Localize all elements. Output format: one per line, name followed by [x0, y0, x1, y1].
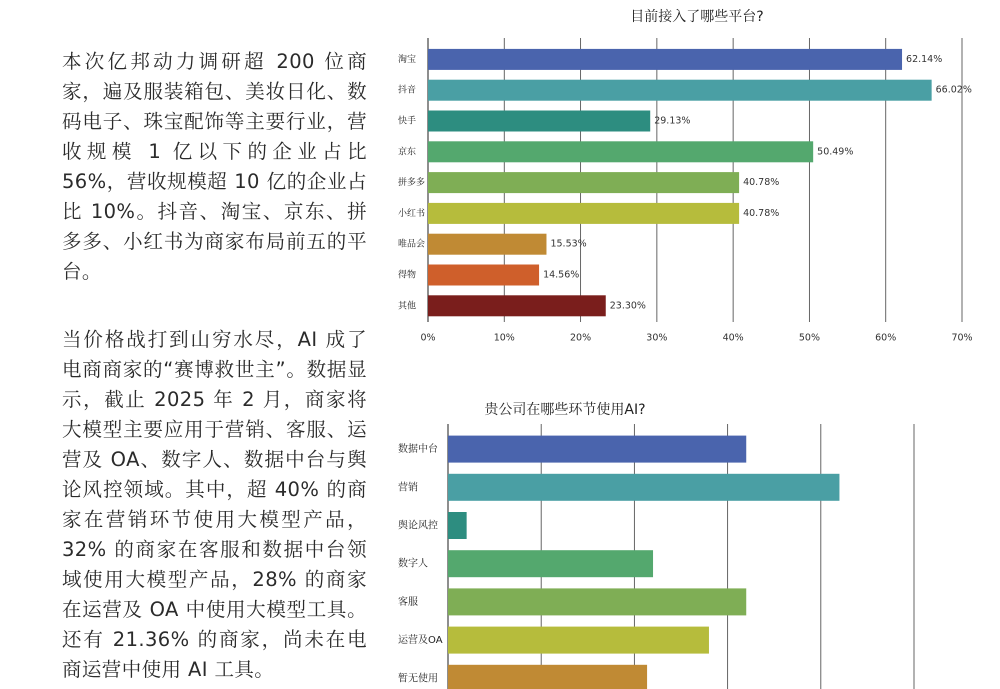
category-label: 其他 [398, 301, 417, 312]
category-label: 暂无使用 [398, 673, 438, 685]
category-label: 拼多多 [398, 178, 426, 189]
data-label: 23.30% [609, 300, 646, 312]
tick-label: 50% [798, 332, 820, 344]
category-label: 京东 [398, 147, 417, 158]
category-label: 抖音 [398, 85, 417, 96]
bar [448, 474, 839, 501]
bar [448, 550, 653, 577]
chart-title: 贵公司在哪些环节使用AI? [484, 402, 646, 418]
bar [448, 627, 709, 654]
bar [428, 80, 932, 101]
bar [428, 49, 902, 70]
tick-label: 60% [875, 332, 897, 344]
bar [428, 203, 739, 224]
category-label: 运营及OA [398, 635, 443, 647]
data-label: 50.49% [817, 146, 854, 158]
data-label: 62.14% [906, 53, 943, 65]
data-label: 40.78% [743, 177, 780, 189]
data-label: 14.56% [543, 269, 580, 281]
category-label: 数字人 [398, 558, 428, 570]
category-label: 唯品会 [398, 239, 426, 250]
tick-label: 40% [722, 332, 744, 344]
bar [428, 172, 739, 193]
bar [448, 665, 647, 689]
ai-usage-paragraph: 当价格战打到山穷水尽，AI 成了电商商家的“赛博救世主”。数据显示，截止 2025 年 2 月，商家将大模型主要应用于营销、客服、运营及 OA、数字人、数据中台与舆论风控领域。其中，超 40% 的商家在营销环节使用大模型产品，32% 的商家在客服和数据中台领域使用大模型产品，28% 的商家在运营及 OA 中使用大模型工具。还有 21.36% 的商家，尚未在电商运营中使用 AI 工具。 [62, 328, 367, 681]
bar [448, 588, 746, 615]
tick-label: 70% [951, 332, 973, 344]
category-label: 快手 [398, 116, 417, 127]
intro-paragraph: 本次亿邦动力调研超 200 位商家，遍及服装箱包、美妆日化、数码电子、珠宝配饰等主要行业，营收规模 1 亿以下的企业占比 56%，营收规模超 10 亿的企业占比 10%。抖音、淘宝、京东、拼多多、小红书为商家布局前五的平台。 [62, 50, 367, 283]
bar [428, 295, 606, 316]
tick-label: 30% [646, 332, 668, 344]
category-label: 数据中台 [398, 444, 438, 456]
data-label: 66.02% [935, 84, 972, 96]
chart-title: 目前接入了哪些平台? [630, 9, 764, 25]
tick-label: 0% [420, 332, 436, 344]
bar [428, 141, 813, 162]
category-label: 营销 [398, 482, 418, 494]
tick-label: 10% [493, 332, 515, 344]
category-label: 舆论风控 [398, 520, 438, 532]
category-label: 淘宝 [398, 54, 417, 65]
category-label: 得物 [398, 270, 417, 281]
bar [448, 512, 467, 539]
bar [428, 234, 546, 255]
category-label: 小红书 [398, 208, 426, 219]
data-label: 29.13% [654, 115, 691, 127]
bar [428, 265, 539, 286]
tick-label: 20% [570, 332, 592, 344]
data-label: 40.78% [743, 207, 780, 219]
data-label: 15.53% [550, 238, 587, 250]
category-label: 客服 [398, 596, 418, 608]
bar [428, 111, 650, 132]
bar [448, 436, 746, 463]
